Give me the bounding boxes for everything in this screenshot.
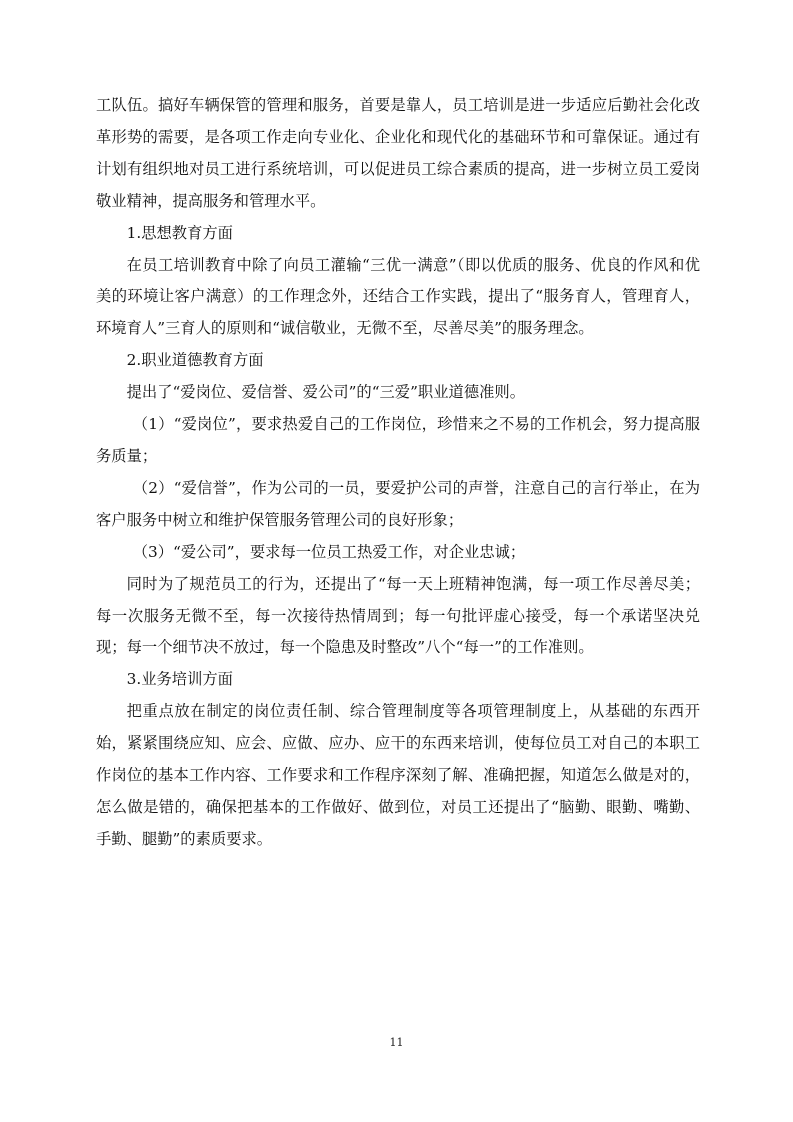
list-item-love-reputation: （2）“爱信誉”，作为公司的一员，要爱护公司的声誉，注意自己的言行举止，在为客户服务中树立和维护保管服务管理公司的良好形象； (96, 478, 700, 529)
list-item-love-position: （1）“爱岗位”，要求热爱自己的工作岗位，珍惜来之不易的工作机会，努力提高服务质量； (96, 415, 700, 465)
section-heading-ideological-education: 1.思想教育方面 (126, 223, 233, 242)
paragraph-continuation: 工队伍。搞好车辆保管的管理和服务，首要是靠人，员工培训是进一步适应后勤社会化改革形势的需要，是各项工作走向专业化、企业化和现代化的基础环节和可靠保证。通过有计划有组织地对员工进行系统培训，可以促进员工综合素质的提高，进一步树立员工爱岗敬业精神，提高服务和管理水平。 (96, 96, 700, 210)
section-heading-business-training: 3.业务培训方面 (126, 670, 233, 689)
paragraph-business-training: 把重点放在制定的岗位责任制、综合管理制度等各项管理制度上，从基础的东西开始，紧紧围绕应知、应会、应做、应办、应干的东西来培训，使每位员工对自己的本职工作岗位的基本工作内容、工作要求和工作程序深刻了解、准确把握，知道怎么做是对的，怎么做是错的，确保把基本的工作做好、做到位，对员工还提出了“脑勤、眼勤、嘴勤、手勤、腿勤”的素质要求。 (96, 702, 700, 848)
paragraph-three-loves-intro: 提出了“爱岗位、爱信誉、爱公司”的“三爱”职业道德准则。 (126, 383, 526, 402)
list-item-love-company: （3）“爱公司”，要求每一位员工热爱工作，对企业忠诚； (132, 542, 526, 561)
page-number: 11 (389, 1036, 404, 1049)
section-heading-professional-ethics: 2.职业道德教育方面 (126, 351, 264, 370)
paragraph-ideological-education: 在员工培训教育中除了向员工灌输“三优一满意”（即以优质的服务、优良的作风和优美的环境让客户满意）的工作理念外，还结合工作实践，提出了“服务育人，管理育人，环境育人”三育人的原则和“诚信敬业，无微不至，尽善尽美”的服务理念。 (96, 255, 700, 338)
body-text (96, 90, 700, 856)
paragraph-eight-every-rules: 同时为了规范员工的行为，还提出了“每一天上班精神饱满，每一项工作尽善尽美；每一次服务无微不至，每一次接待热情周到；每一句批评虚心接受，每一个承诺坚决兑现；每一个细节决不放过，每一个隐患及时整改”八个“每一”的工作准则。 (96, 574, 700, 657)
